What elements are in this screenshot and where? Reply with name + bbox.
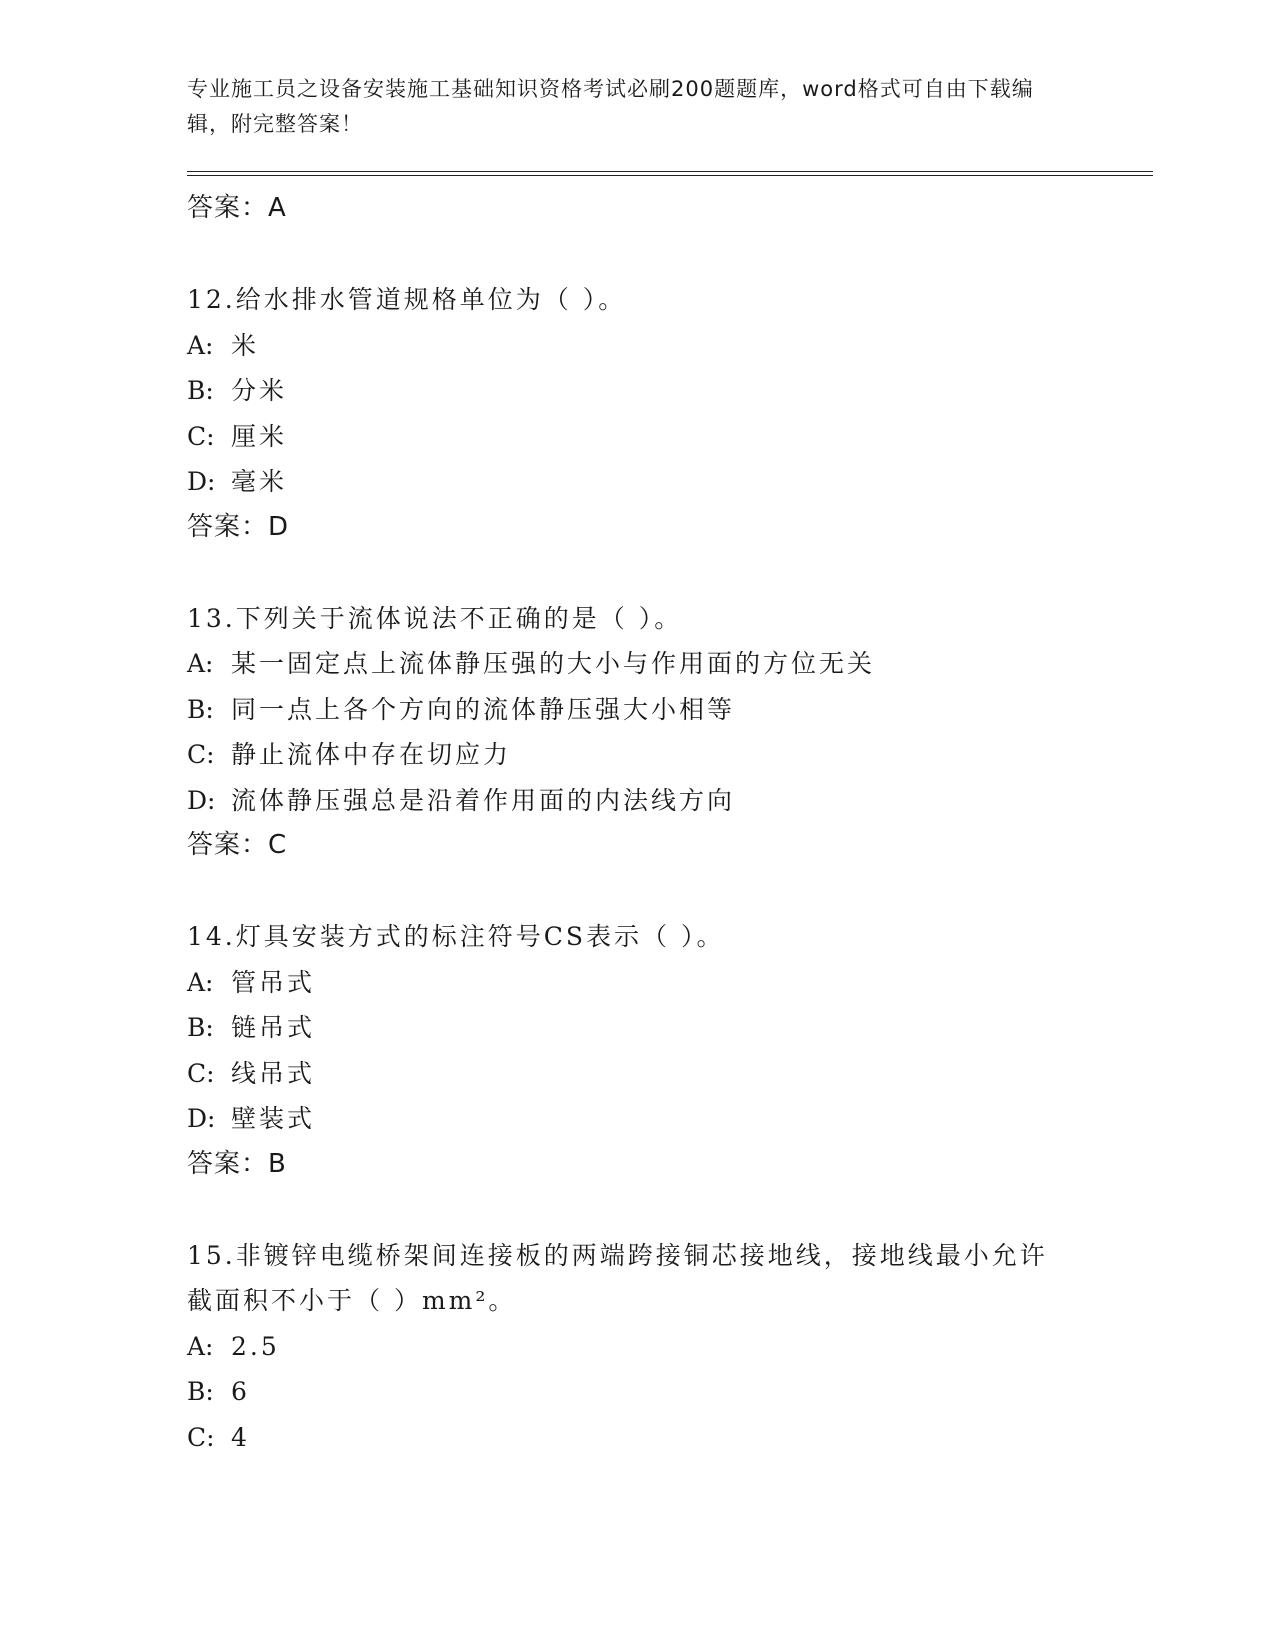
option-line (187, 641, 1087, 687)
option-line (187, 1096, 1087, 1142)
option-key: C: (187, 1422, 215, 1452)
option-text: 线吊式 (231, 1058, 316, 1088)
question-block (187, 1233, 1087, 1461)
header-title: 专业施工员之设备安装施工基础知识资格考试必刷200题题库，word格式可自由下载编辑，附完整答案！ (187, 77, 1034, 136)
option-line (187, 1324, 1087, 1370)
answer-line: 答案：D (187, 511, 290, 542)
option-text: 同一点上各个方向的流体静压强大小相等 (231, 694, 736, 724)
option-text: 管吊式 (231, 967, 316, 997)
option-line (187, 732, 1087, 778)
option-line (187, 1369, 1087, 1415)
question-text: 14.灯具安装方式的标注符号CS表示（ ）。 (187, 922, 725, 951)
option-line (187, 368, 1087, 414)
option-key: B: (187, 1013, 214, 1042)
document-header (187, 72, 1067, 142)
option-line (187, 459, 1087, 505)
option-key: C: (187, 740, 215, 769)
option-line (187, 323, 1087, 369)
option-key: A: (187, 330, 214, 360)
option-text: 毫米 (231, 467, 288, 496)
option-line (187, 1415, 1087, 1461)
question-block (187, 914, 1087, 1187)
option-text: 某一固定点上流体静压强的大小与作用面的方位无关 (231, 649, 876, 678)
option-text: 2.5 (231, 1331, 280, 1361)
option-key: A: (187, 1331, 214, 1361)
answer-line: 答案：C (187, 830, 288, 860)
header-divider-bottom (187, 175, 1153, 176)
option-key: D: (187, 1104, 216, 1133)
option-text: 6 (231, 1377, 250, 1406)
option-key: D: (187, 785, 216, 815)
option-key: D: (187, 467, 216, 496)
option-text: 静止流体中存在切应力 (231, 740, 512, 769)
option-key: A: (187, 649, 214, 678)
option-line (187, 687, 1087, 733)
option-text: 壁装式 (231, 1104, 316, 1133)
option-text: 流体静压强总是沿着作用面的内法线方向 (231, 785, 736, 815)
option-text: 分米 (231, 376, 288, 405)
question-text: 12.给水排水管道规格单位为（ ）。 (187, 285, 627, 314)
option-key: C: (187, 1058, 215, 1088)
option-line (187, 1005, 1087, 1051)
question-block (187, 277, 1087, 550)
option-key: B: (187, 694, 214, 724)
option-line (187, 778, 1087, 824)
option-key: A: (187, 967, 214, 997)
question-block (187, 596, 1087, 869)
option-key: C: (187, 421, 215, 451)
question-text: 15.非镀锌电缆桥架间连接板的两端跨接铜芯接地线，接地线最小允许截面积不小于（ ）mm²。 (187, 1240, 1048, 1315)
option-key: B: (187, 1377, 214, 1406)
option-line (187, 414, 1087, 460)
header-divider-top (187, 171, 1153, 172)
option-text: 链吊式 (231, 1013, 316, 1042)
answer-line: 答案：B (187, 1148, 287, 1179)
option-text: 米 (231, 330, 260, 360)
option-line (187, 960, 1087, 1006)
question-text: 13.下列关于流体说法不正确的是（ ）。 (187, 603, 683, 633)
answer-line: 答案：A (187, 193, 287, 223)
question-list (187, 186, 1087, 1460)
option-text: 4 (231, 1422, 250, 1452)
option-line (187, 1051, 1087, 1097)
option-text: 厘米 (231, 421, 288, 451)
option-key: B: (187, 376, 214, 405)
